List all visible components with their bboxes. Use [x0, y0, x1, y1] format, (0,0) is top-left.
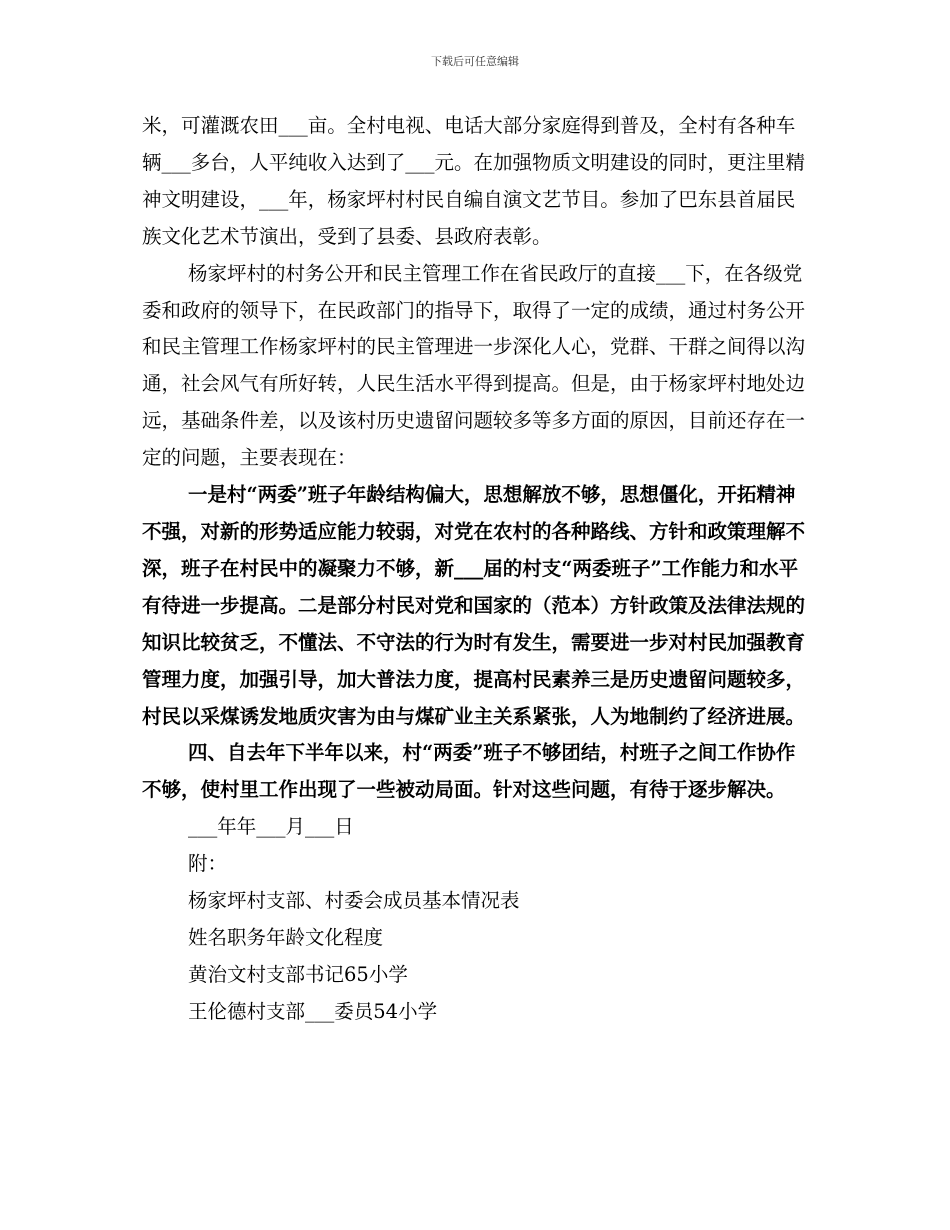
table-header-row: 姓名职务年龄文化程度: [188, 925, 384, 949]
date-line: ___年年___月___日: [188, 815, 354, 839]
paragraph-intro: 米，可灌溉农田___亩。全村电视、电话大部分家庭得到普及，全村有各种车辆___多台，人平纯收入达到了___元。在加强物质文明建设的同时，更注里精神文明建设，___年，杨家坪村村民自编自演文艺节目。参加了巴东县首届民族文化艺术节演出，受到了县委、县政府表彰。: [142, 114, 806, 248]
document-body: [142, 108, 812, 1031]
table-row: 王伦德村支部___委员54小学: [188, 999, 438, 1023]
appendix-label: 附：: [188, 852, 228, 876]
table-row: 黄治文村支部书记65小学: [188, 962, 408, 986]
paragraph-problems: 一是村“两委”班子年龄结构偏大，思想解放不够，思想僵化，开拓精神不强，对新的形势适应能力较弱，对党在农村的各种路线、方针和政策理解不深，班子在村民中的凝聚力不够，新___届的村支“两委班子”工作能力和水平有待进一步提高。二是部分村民对党和国家的（范本）方针政策及法律法规的知识比较贫乏，不懂法、不守法的行为时有发生，需要进一步对村民加强教育管理力度，加强引导，加大普法力度，提高村民素养三是历史遗留问题较多，村民以采煤诱发地质灾害为由与煤矿业主关系紧张，人为地制约了经济进展。: [142, 483, 806, 728]
paragraph-point-four: 四、自去年下半年以来，村“两委”班子不够团结，村班子之间工作协作不够，使村里工作出现了一些被动局面。针对这些问题，有待于逐步解决。: [142, 741, 796, 802]
paragraph-village-affairs: 杨家坪村的村务公开和民主管理工作在省民政厅的直接___下，在各级党委和政府的领导下，在民政部门的指导下，取得了一定的成绩，通过村务公开和民主管理工作杨家坪村的民主管理进一步深化人心，党群、干群之间得以沟通，社会风气有所好转，人民生活水平得到提高。但是，由于杨家坪村地处边远，基础条件差，以及该村历史遗留问题较多等多方面的原因，目前还存在一定的问题，主要表现在：: [142, 261, 806, 470]
table-title: 杨家坪村支部、村委会成员基本情况表: [188, 889, 520, 913]
page-header: 下载后可任意编辑: [431, 55, 519, 68]
